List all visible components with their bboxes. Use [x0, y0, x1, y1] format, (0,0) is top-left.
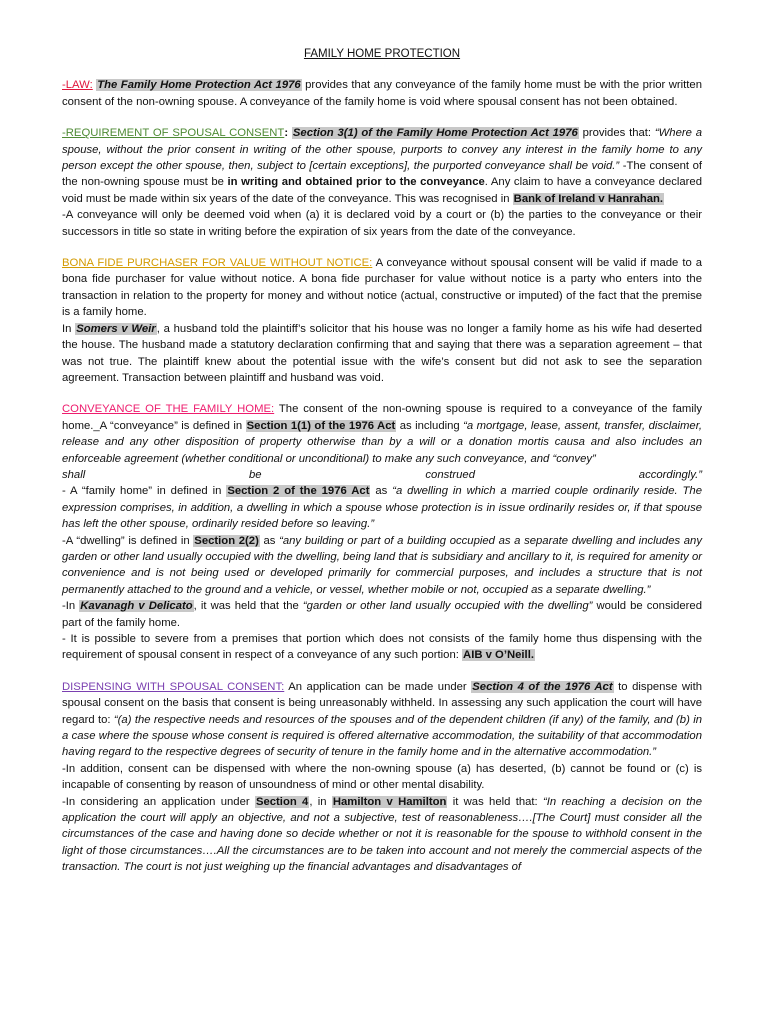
case-hamilton-v-hamilton: Hamilton v Hamilton	[332, 795, 447, 808]
case-aib-v-oneill: AIB v O’Neill.	[463, 649, 534, 662]
requirement-heading: -REQUIREMENT OF SPOUSAL CONSENT	[62, 127, 285, 140]
somers-paragraph	[62, 321, 702, 387]
case-somers-v-weir: Somers v Weir	[76, 322, 156, 335]
family-home-paragraph	[62, 483, 702, 532]
bona-fide-heading: BONA FIDE PURCHASER FOR VALUE WITHOUT NOTICE:	[62, 257, 373, 270]
conveyance-text-1: The consent of the non-owning spouse is required to a conveyance of the family home._A “conveyance” is defined in	[62, 403, 702, 432]
dispensing-paragraph-2: -In addition, consent can be dispensed with where the non-owning spouse (a) has deserted, (b) cannot be found or (c) is incapable of consenting by reason of unsoundness of mind or other mental disability.	[62, 762, 702, 792]
family-home-text-b: as	[370, 485, 393, 498]
section-3-quote: “Where a spouse, without the prior consent in writing of the other spouse, purports to convey any interest in the family home to any person except the other spouse, then, subject to [certain exceptions], the purported conveyance shall be void.”	[62, 127, 702, 173]
somers-text: , a husband told the plaintiff’s solicitor that his house was no longer a family home as his wife had deserted the house. The husband made a statutory declaration confirming that and saying that there was a separation agreement – that was not true. The plaintiff knew about the potential issue with the wife’s consent but did not ask to see the separation agreement. Transaction between plaintiff and husband was void.	[62, 322, 703, 384]
dispensing-heading: DISPENSING WITH SPOUSAL CONSENT:	[62, 680, 285, 693]
family-home-quote: “a dwelling in which a married couple ordinarily reside. The expression comprises, in addition, a dwelling in which a spouse whose protection is in issue ordinarily resides or, if that spouse has left the other spouse, ordinarily resided before so leaving.”	[62, 485, 702, 531]
kavanagh-text-a: -In	[62, 600, 80, 613]
dispensing-text-2: to dispense with spousal consent on the basis that consent is being unreasonably withheld. In assessing any such application the court will have regard to:	[62, 680, 702, 726]
law-paragraph	[62, 77, 702, 110]
kavanagh-quote: “garden or other land usually occupied with the dwelling”	[302, 600, 593, 613]
bona-fide-section	[62, 255, 702, 386]
law-text: provides that any conveyance of the family home must be with the prior written consent of the non-owning spouse. A conveyance of the family home is void where spousal consent has not been obtained.	[62, 79, 702, 108]
page-title: FAMILY HOME PROTECTION	[303, 48, 461, 60]
conveyance-quote-end: shall be construed accordingly.”	[62, 468, 702, 481]
requirement-bold: in writing and obtained prior to the conveyance	[227, 176, 485, 189]
hamilton-text-a: -In considering an application under	[62, 795, 255, 808]
dispensing-paragraph	[62, 679, 702, 761]
law-heading: -LAW:	[62, 79, 93, 92]
dwelling-quote: “any building or part of a building occupied as a separate dwelling and includes any garden or other land usually occupied with the dwelling, being land that is subsidiary and ancillary to it, is required for amenity or convenience and is not being used or developed primarily for commercial purposes, and includes a structure that is not permanently attached to the ground and a vehicle, or vessel, whether mobile or not, occupied as a separate dwelling.”	[62, 534, 702, 596]
hamilton-text-b: , in	[309, 795, 332, 808]
requirement-text-1: -The consent of the non-owning spouse must be	[62, 160, 702, 189]
section-1-citation: Section 1(1) of the 1976 Act	[246, 419, 396, 432]
hamilton-quote: “In reaching a decision on the application the court will apply an objective, and not a subjective, test of reasonableness….[The Court] must consider all the circumstances of the case and having done so decide whether or not it is reasonable for the spouse to withhold consent in the light of those circumstances….All the circumstances are to be taken into account and not merely the commercial aspects of the transaction. The court is not just weighing up the financial advantages and disadvantages of	[62, 795, 702, 874]
requirement-section	[62, 125, 702, 240]
conveyance-text-2: as including	[396, 419, 464, 432]
requirement-intro: provides that:	[578, 127, 655, 140]
kavanagh-text-c: would be considered part of the family home.	[62, 600, 702, 629]
dispensing-quote: “(a) the respective needs and resources of the spouses and of the dependent children (if any) of the family, and (b) in a case where the spouse whose consent is required is offered alternative accommodation, the suitability of that accommodation having regard to the respective degrees of security of tenure in the family home and in the alternative accommodation.”	[62, 713, 702, 759]
section-3-citation: Section 3(1) of the Family Home Protection Act 1976	[292, 127, 578, 140]
hamilton-text-c: it was held that:	[447, 795, 543, 808]
requirement-paragraph-2: -A conveyance will only be deemed void when (a) it is declared void by a court or (b) the parties to the conveyance or their successors in title so state in writing before the expiration of six years from the date of the conveyance.	[62, 209, 702, 238]
case-bank-of-ireland: Bank of Ireland v Hanrahan.	[513, 192, 664, 205]
conveyance-paragraph	[62, 401, 702, 467]
severance-text: - It is possible to severe from a premises that portion which does not consists of the family home thus dispensing with the requirement of spousal consent in respect of a conveyance of any such portion:	[62, 633, 702, 662]
somers-in: In	[62, 322, 76, 335]
section-4-citation: Section 4 of the 1976 Act	[472, 680, 613, 693]
severance-paragraph	[62, 631, 702, 664]
kavanagh-text-b: , it was held that the	[193, 600, 303, 613]
hamilton-paragraph	[62, 794, 702, 876]
act-citation: The Family Home Protection Act 1976	[97, 79, 301, 92]
section-4-short-citation: Section 4	[255, 795, 309, 808]
requirement-paragraph	[62, 125, 702, 207]
law-section	[62, 77, 702, 110]
conveyance-heading: CONVEYANCE OF THE FAMILY HOME:	[62, 403, 275, 416]
requirement-text-2: . Any claim to have a conveyance declared void must be made within six years of the date of the conveyance. This was recognised in	[62, 176, 702, 205]
dwelling-text-b: as	[259, 534, 280, 547]
bona-fide-text: A conveyance without spousal consent will be valid if made to a bona fide purchaser for value without notice. A bona fide purchaser for value without notice is a party who enters into the transaction in relation to the property for money and without notice (actual, constructive or imputed) of the fact that the premise is a family home.	[62, 257, 702, 319]
family-home-text-a: - A “family home” in defined in	[62, 485, 227, 498]
dwelling-text-a: -A “dwelling” is defined in	[62, 534, 194, 547]
case-kavanagh-v-delicato: Kavanagh v Delicato	[80, 600, 193, 613]
dwelling-paragraph	[62, 533, 702, 599]
bona-fide-paragraph	[62, 255, 702, 321]
dispensing-section	[62, 679, 702, 876]
section-2-citation: Section 2 of the 1976 Act	[227, 485, 370, 498]
conveyance-quote: “a mortgage, lease, assent, transfer, disclaimer, release and any other disposition of property otherwise than by a will or a donation mortis causa and also includes an enforceable agreement (whether conditional or unconditional) to make any such conveyance, and “convey”	[62, 419, 702, 465]
section-2-2-citation: Section 2(2)	[194, 534, 259, 547]
requirement-colon: :	[284, 127, 292, 140]
kavanagh-paragraph	[62, 598, 702, 631]
dispensing-text-1: An application can be made under	[284, 680, 472, 693]
conveyance-section	[62, 401, 702, 664]
